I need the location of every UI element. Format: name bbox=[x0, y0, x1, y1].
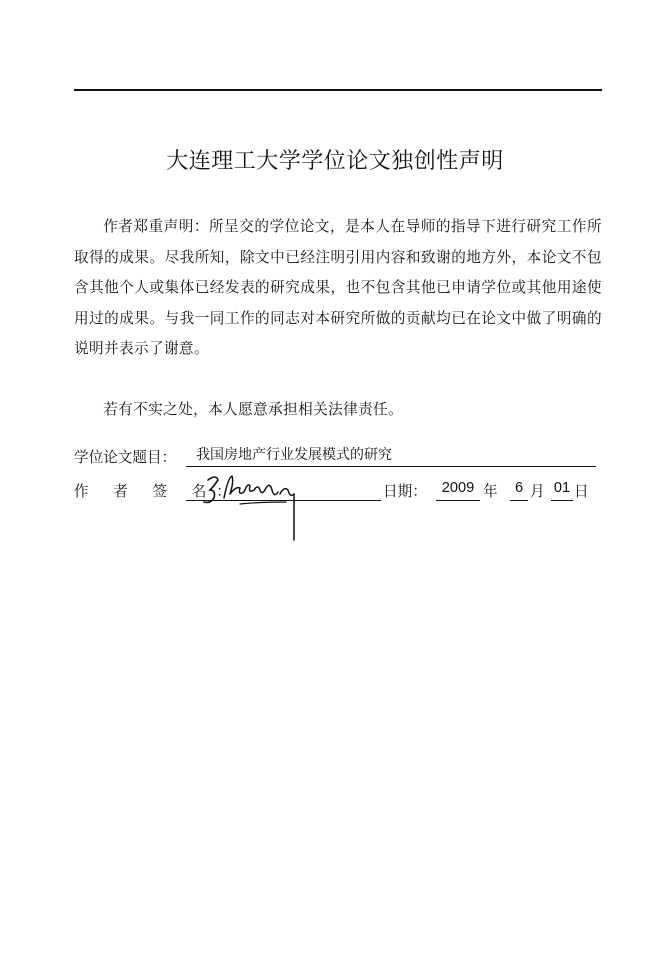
date-month: 6 bbox=[510, 478, 528, 501]
date-day: 01 bbox=[551, 478, 573, 501]
date-day-unit: 日 bbox=[574, 483, 589, 500]
thesis-title-label: 学位论文题目： bbox=[74, 449, 177, 466]
date-label: 日期： bbox=[383, 483, 427, 500]
thesis-title-row bbox=[74, 447, 392, 469]
commitment-paragraph: 若有不实之处，本人愿意承担相关法律责任。 bbox=[103, 401, 404, 418]
header-rule bbox=[74, 89, 602, 91]
date-year-unit: 年 bbox=[483, 483, 498, 500]
handwritten-signature bbox=[200, 468, 320, 543]
page-title: 大连理工大学学位论文独创性声明 bbox=[166, 149, 504, 174]
thesis-title-value: 我国房地产行业发展模式的研究 bbox=[186, 445, 596, 467]
signature-label: 作 者 签 名： bbox=[74, 483, 241, 500]
date-month-unit: 月 bbox=[530, 483, 545, 500]
declaration-paragraph: 作者郑重声明：所呈交的学位论文，是本人在导师的指导下进行研究工作所取得的成果。尽我所知，除文中已经注明引用内容和致谢的地方外，本论文不包含其他个人或集体已经发表的研究成果，也不包含其他已申请学位或其他用途使用过的成果。与我一同工作的同志对本研究所做的贡献均已在论文中做了明确的说明并表示了谢意。 bbox=[74, 218, 602, 357]
date-year: 2009 bbox=[436, 478, 480, 501]
